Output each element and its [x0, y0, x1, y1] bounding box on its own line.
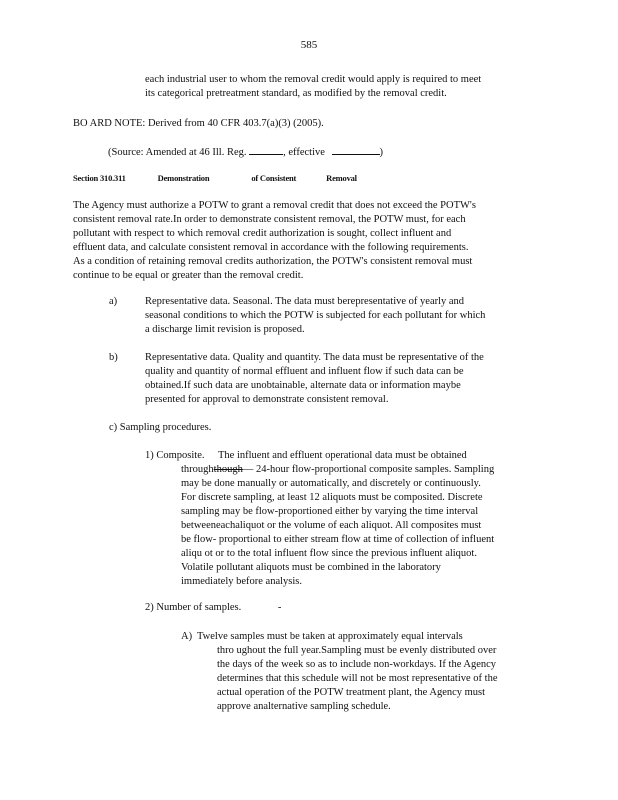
- body-line: continue to be equal or greater than the removal credit.: [73, 270, 304, 281]
- main-paragraph: [73, 199, 476, 283]
- section-title-part: Removal: [326, 173, 357, 183]
- number-of-samples-text: 2) Number of samples.: [145, 602, 242, 613]
- body-line: The Agency must authorize a POTW to grant a removal credit that does not exceed the POTW's: [73, 200, 476, 211]
- number-of-samples-dash: -: [277, 602, 282, 613]
- intro-line: each industrial user to whom the removal credit would apply is required to meet: [145, 74, 482, 85]
- item-line: presented for approval to demonstrate consistent removal.: [145, 394, 389, 405]
- composite-first-line: The influent and effluent operational data must be obtained: [218, 450, 467, 461]
- source-prefix: (Source: Amended at 46 Ill. Reg.: [108, 147, 247, 158]
- body-line: effluent data, and calculate consistent removal in accordance with the following requirements.: [73, 242, 469, 253]
- composite-line: may be done manually or automatically, and discretely or continuously.: [181, 478, 481, 489]
- section-heading: [73, 171, 357, 185]
- item-line: quality and quantity of normal effluent and influent flow if such data can be: [145, 366, 464, 377]
- number-of-samples-label: [145, 601, 281, 615]
- composite-through: through: [181, 464, 214, 475]
- source-blank-effective: [332, 143, 380, 155]
- composite-line: For discrete sampling, at least 12 aliquots must be composited. Discrete: [181, 492, 483, 503]
- body-line: pollutant with respect to which removal credit authorization is sought, collect influent and: [73, 228, 452, 239]
- composite-line-rest: — 24-hour flow-proportional composite samples. Sampling: [242, 464, 495, 475]
- intro-paragraph: [145, 73, 481, 101]
- composite-struck-word: though: [213, 464, 243, 475]
- sub-a-first-line: Twelve samples must be taken at approximately equal intervals: [197, 631, 463, 642]
- section-title-part: Demonstration: [157, 173, 210, 183]
- body-line: consistent removal rate.In order to demonstrate consistent removal, the POTW must, for each: [73, 214, 466, 225]
- section-number: Section 310.311: [73, 173, 126, 183]
- item-c-heading: c) Sampling procedures.: [109, 422, 212, 433]
- board-note: BO ARD NOTE: Derived from 40 CFR 403.7(a)(3) (2005).: [73, 118, 324, 129]
- source-blank-reg: [249, 143, 283, 155]
- item-line: a discharge limit revision is proposed.: [145, 324, 305, 335]
- item-line: Representative data. Seasonal. The data must berepresentative of yearly and: [145, 296, 465, 307]
- composite-line: betweeneachaliquot or the volume of each aliquot. All composites must: [181, 520, 482, 531]
- composite-line: immediately before analysis.: [181, 576, 303, 587]
- item-line: obtained.If such data are unobtainable, alternate data or information maybe: [145, 380, 461, 391]
- sub-a-line: determines that this schedule will not be most representative of the: [217, 673, 498, 684]
- item-a-text: [145, 295, 485, 337]
- source-note: [108, 143, 383, 160]
- composite-line: aliqu ot or to the total influent flow since the previous influent aliquot.: [181, 548, 477, 559]
- sub-a-text: [217, 644, 498, 714]
- item-a-label: a): [109, 296, 118, 307]
- sub-a-line: thro ughout the full year.Sampling must be evenly distributed over: [217, 645, 497, 656]
- item-line: Representative data. Quality and quantity. The data must be representative of the: [145, 352, 484, 363]
- source-suffix: ): [379, 147, 384, 158]
- composite-line: Volatile pollutant aliquots must be combined in the laboratory: [181, 562, 441, 573]
- item-line: seasonal conditions to which the POTW is subjected for each pollutant for which: [145, 310, 486, 321]
- item-b-label: b): [109, 352, 118, 363]
- intro-line: its categorical pretreatment standard, as modified by the removal credit.: [145, 88, 447, 99]
- sub-a-label: A): [181, 631, 193, 642]
- sub-a-line: approve analternative sampling schedule.: [217, 701, 391, 712]
- source-middle: , effective: [283, 147, 325, 158]
- section-title-part: of Consistent: [251, 173, 297, 183]
- composite-line: sampling may be flow-proportioned either by varying the time interval: [181, 506, 479, 517]
- composite-label: 1) Composite.: [145, 450, 205, 461]
- sub-a-line: the days of the week so as to include non-workdays. If the Agency: [217, 659, 497, 670]
- body-line: As a condition of retaining removal credits authorization, the POTW's consistent removal must: [73, 256, 473, 267]
- composite-line: [181, 463, 494, 477]
- composite-text: [181, 463, 494, 589]
- item-b-text: [145, 351, 484, 407]
- sub-a-line: actual operation of the POTW treatment plant, the Agency must: [217, 687, 486, 698]
- composite-line: be flow- proportional to either stream flow at time of collection of influent: [181, 534, 495, 545]
- page-number: 585: [300, 39, 318, 51]
